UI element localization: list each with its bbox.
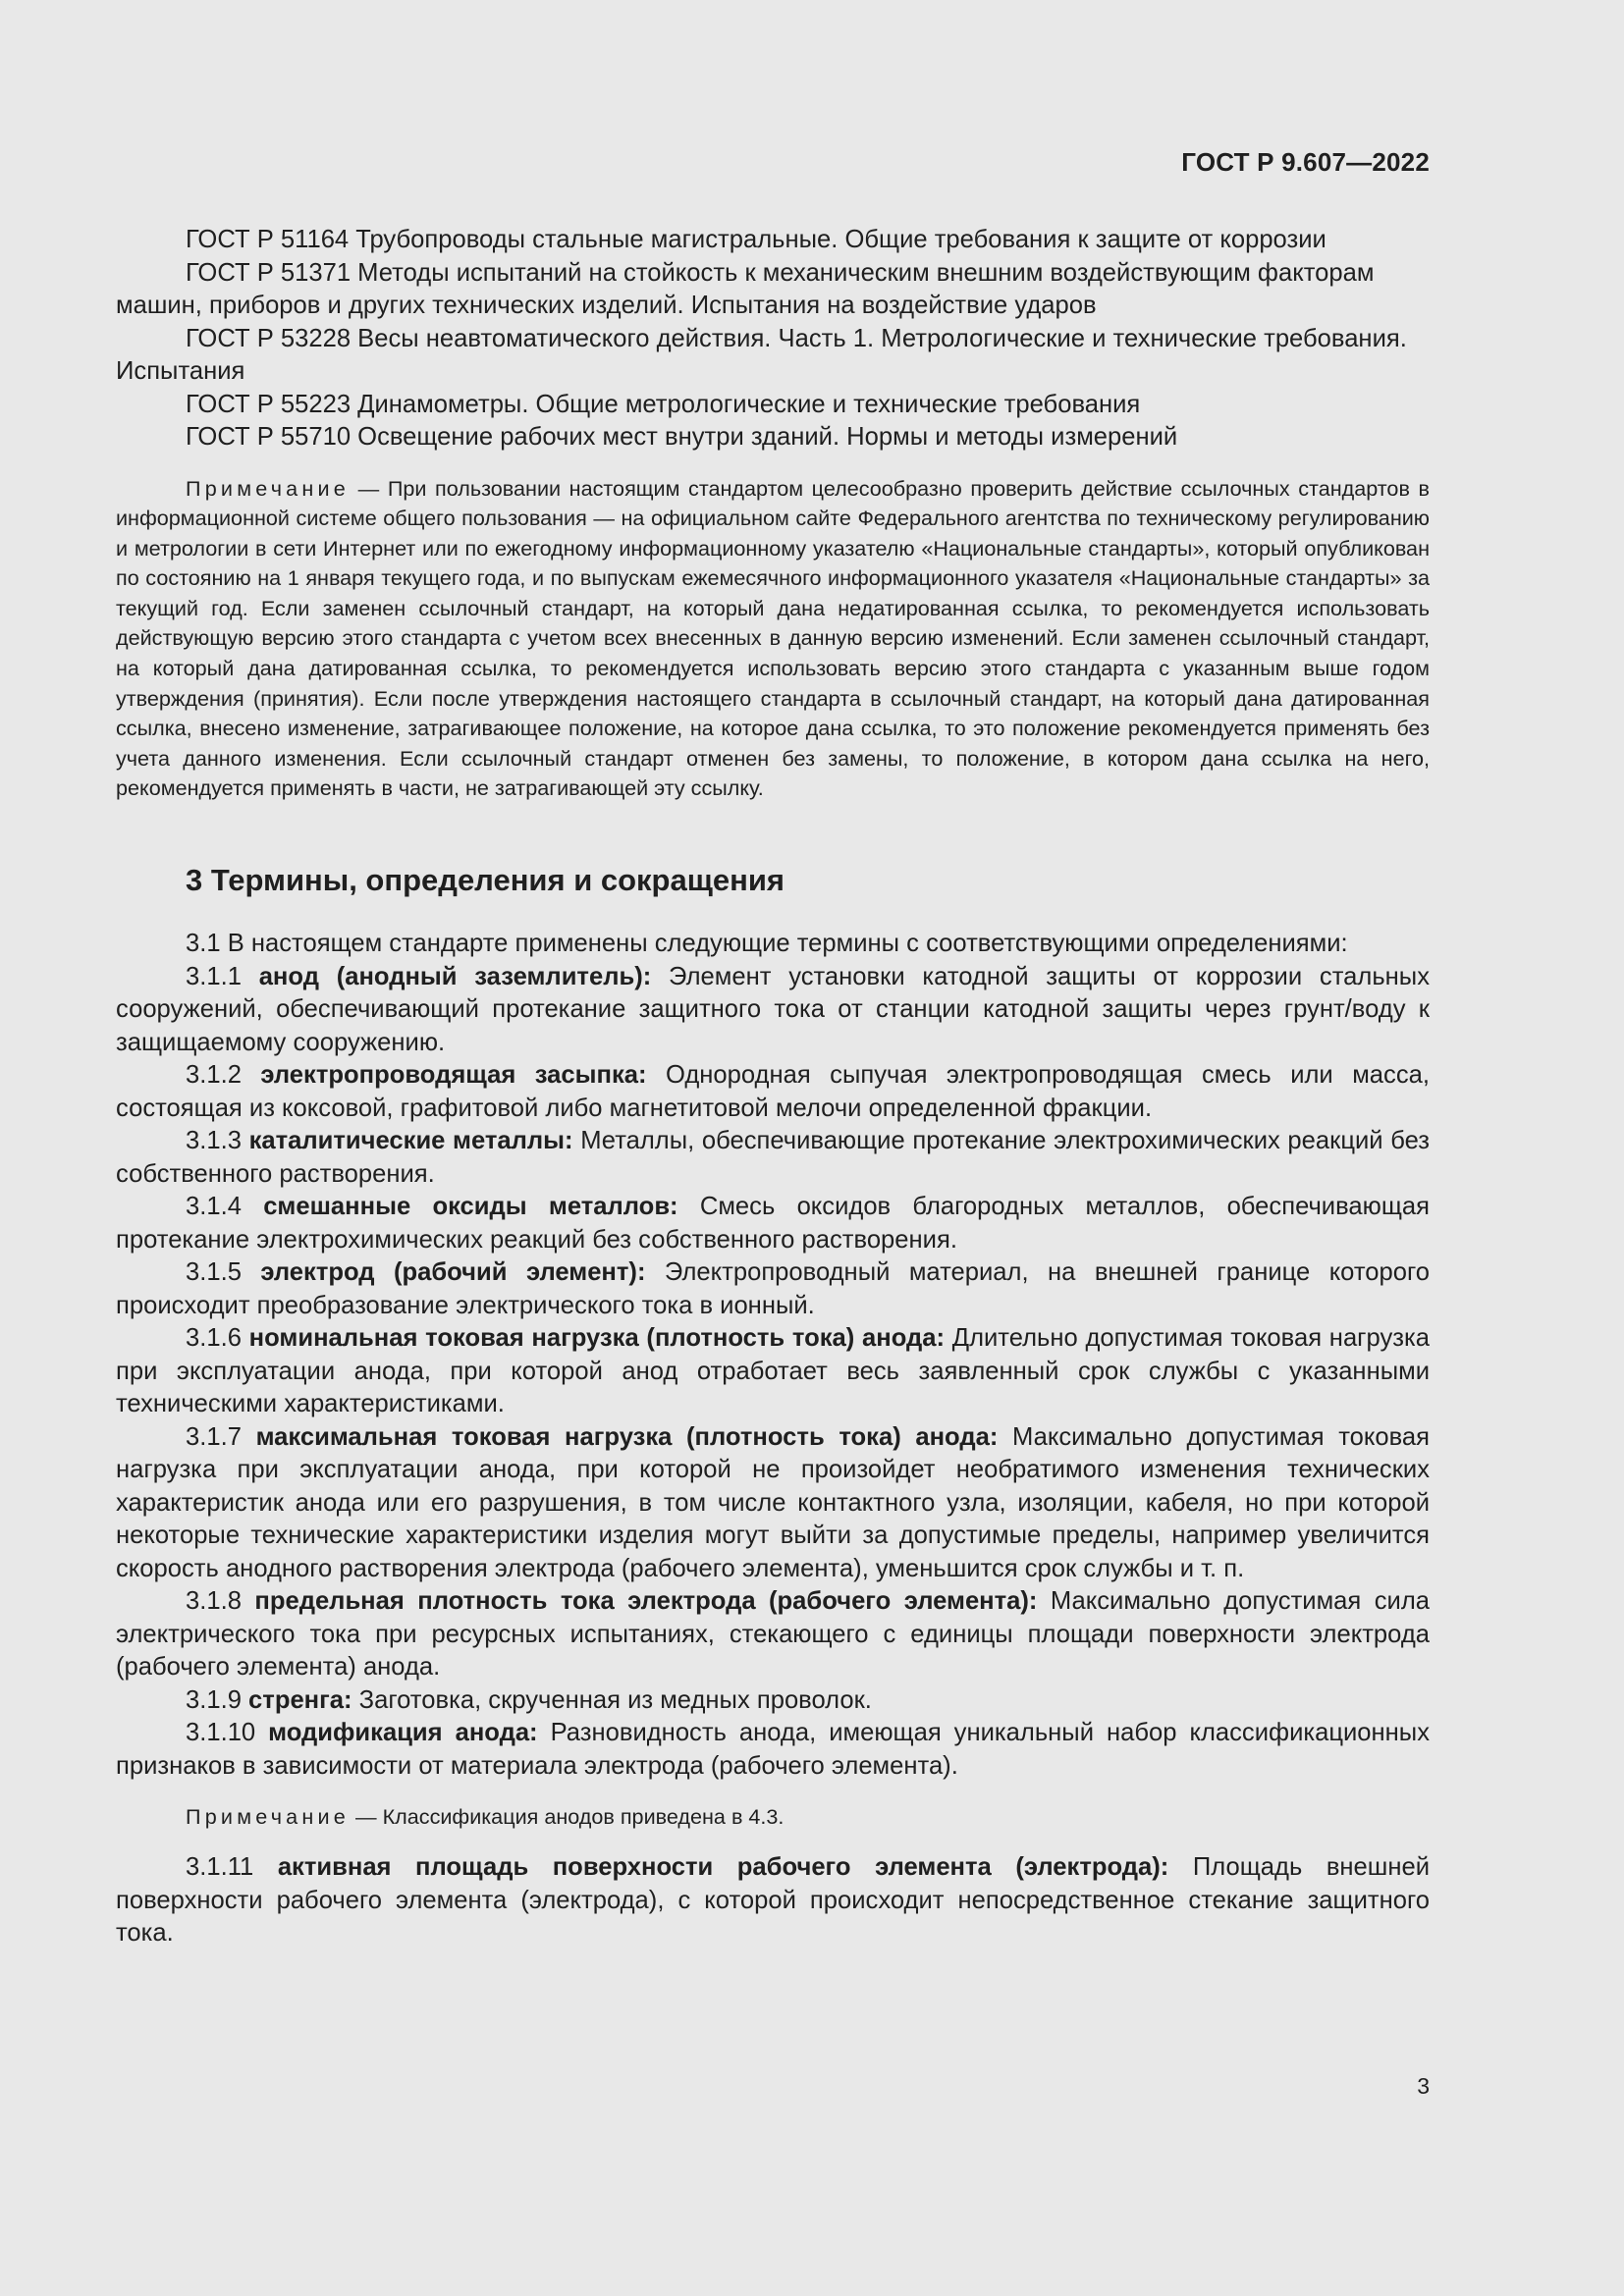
term-name: номинальная токовая нагрузка (плотность тока) анода:	[248, 1324, 945, 1353]
term-text: Максимально допустимая токовая нагрузка при эксплуатации анода, при которой не произойдет необратимого изменения технических характеристик анода или его разрушения, в том числе контактного узла, изоляции, кабеля, но при которой некоторые технические характеристики изделия могут выйти за допустимые пределы, например увеличится скорость анодного растворения электрода (рабочего элемента), уменьшится срок службы и т. п.	[116, 1422, 1430, 1582]
term-definition	[116, 1322, 1430, 1421]
document-code: ГОСТ Р 9.607—2022	[1181, 147, 1430, 177]
term-text: Площадь внешней поверхности рабочего элемента (электрода), с которой происходит непосредственное стекание защитного тока.	[116, 1853, 1430, 1948]
term-number: 3.1.7	[186, 1422, 256, 1451]
term-name: электропроводящая засыпка:	[260, 1061, 647, 1090]
term-definition	[116, 1125, 1430, 1191]
classification-note	[116, 1802, 1430, 1832]
term-text: Длительно допустимая токовая нагрузка при эксплуатации анода, при которой анод отработает весь заявленный срок службы с указанными техническими характеристиками.	[116, 1324, 1430, 1418]
term-number: 3.1.1	[186, 962, 259, 990]
term-name: электрод (рабочий элемент):	[260, 1258, 646, 1287]
term-name: модификация анода:	[268, 1719, 538, 1747]
term-definition	[116, 1191, 1430, 1256]
term-text: Однородная сыпучая электропроводящая смесь или масса, состоящая из коксовой, графитовой либо магнетитовой мелочи определенной фракции.	[116, 1061, 1430, 1122]
references-note	[116, 474, 1430, 805]
term-definition	[116, 1256, 1430, 1322]
term-number: 3.1.4	[186, 1193, 264, 1221]
term-number: 3.1.5	[186, 1258, 261, 1287]
term-definition	[116, 961, 1430, 1060]
term-name: активная площадь поверхности рабочего элемента (электрода):	[277, 1853, 1169, 1882]
term-text: Максимально допустимая сила электрического тока при ресурсных испытаниях, стекающего с единицы площади поверхности электрода (рабочего элемента) анода.	[116, 1587, 1430, 1682]
term-text: Заготовка, скрученная из медных проволок.	[352, 1685, 872, 1714]
term-definition	[116, 1421, 1430, 1586]
term-text: Металлы, обеспечивающие протекание электрохимических реакций без собственного растворения.	[116, 1127, 1430, 1188]
term-definition	[116, 1684, 1430, 1718]
note-text: — При пользовании настоящим стандартом целесообразно проверить действие ссылочных стандартов в информационной системе общего пользования — на официальном сайте Федерального агентства по техническому регулированию и метрологии в сети Интернет или по ежегодному информационному указателю «Национальные стандарты», который опубликован по состоянию на 1 января текущего года, и по выпускам ежемесячного информационного указателя «Национальные стандарты» за текущий год. Если заменен ссылочный стандарт, на который дана недатированная ссылка, то рекомендуется использовать действующую версию этого стандарта с учетом всех внесенных в данную версию изменений. Если заменен ссылочный стандарт, на который дана датированная ссылка, то рекомендуется использовать версию этого стандарта с указанным выше годом утверждения (принятия). Если после утверждения настоящего стандарта в ссылочный стандарт, на который дана датированная ссылка, внесено изменение, затрагивающее положение, на которое дана ссылка, то это положение рекомендуется применять без учета данного изменения. Если ссылочный стандарт отменен без замены, то положение, в котором дана ссылка на него, рекомендуется применять в части, не затрагивающей эту ссылку.	[116, 475, 1430, 801]
section-intro: 3.1 В настоящем стандарте применены следующие термины с соответствующими определениями:	[186, 930, 1348, 958]
page-content	[116, 224, 1430, 1950]
term-number: 3.1.11	[186, 1853, 278, 1882]
term-number: 3.1.3	[186, 1127, 249, 1155]
references-list	[116, 224, 1430, 454]
note-label: Примечание	[186, 1804, 350, 1830]
term-name: стренга:	[248, 1685, 352, 1714]
term-name: максимальная токовая нагрузка (плотность тока) анода:	[255, 1422, 999, 1451]
reference-item: ГОСТ Р 51371 Методы испытаний на стойкость к механическим внешним воздействующим факторам машин, приборов и других технических изделий. Испытания на воздействие ударов	[116, 258, 1375, 319]
note-text: — Классификация анодов приведена в 4.3.	[350, 1804, 785, 1830]
term-number: 3.1.9	[186, 1685, 249, 1714]
term-name: анод (анодный заземлитель):	[258, 962, 652, 990]
term-definition	[116, 1717, 1430, 1783]
term-name: предельная плотность тока электрода (рабочего элемента):	[254, 1587, 1038, 1616]
note-label: Примечание	[186, 475, 350, 501]
term-name: каталитические металлы:	[248, 1127, 573, 1155]
term-number: 3.1.10	[186, 1719, 269, 1747]
term-text: Смесь оксидов благородных металлов, обеспечивающая протекание электрохимических реакций без собственного растворения.	[116, 1193, 1430, 1254]
term-text: Электропроводный материал, на внешней границе которого происходит преобразование электрического тока в ионный.	[116, 1258, 1430, 1319]
term-definition	[116, 1059, 1430, 1125]
reference-item: ГОСТ Р 55223 Динамометры. Общие метрологические и технические требования	[186, 390, 1141, 418]
term-name: смешанные оксиды металлов:	[263, 1193, 678, 1221]
term-number: 3.1.2	[186, 1061, 261, 1090]
term-text: Элемент установки катодной защиты от коррозии стальных сооружений, обеспечивающий протекание защитного тока от станции катодной защиты через грунт/воду к защищаемому сооружению.	[116, 962, 1430, 1056]
reference-item: ГОСТ Р 55710 Освещение рабочих мест внутри зданий. Нормы и методы измерений	[186, 423, 1178, 451]
page-number: 3	[1417, 2073, 1430, 2099]
term-number: 3.1.6	[186, 1324, 249, 1353]
term-text: Разновидность анода, имеющая уникальный набор классификационных признаков в зависимости от материала электрода (рабочего элемента).	[116, 1719, 1431, 1780]
section-title: 3 Термины, определения и сокращения	[186, 863, 785, 898]
term-number: 3.1.8	[186, 1587, 255, 1616]
reference-item: ГОСТ Р 51164 Трубопроводы стальные магистральные. Общие требования к защите от коррозии	[186, 226, 1326, 253]
reference-item: ГОСТ Р 53228 Весы неавтоматического действия. Часть 1. Метрологические и технические требования. Испытания	[116, 324, 1407, 385]
term-definition	[116, 1585, 1430, 1684]
term-definition	[116, 1851, 1430, 1950]
